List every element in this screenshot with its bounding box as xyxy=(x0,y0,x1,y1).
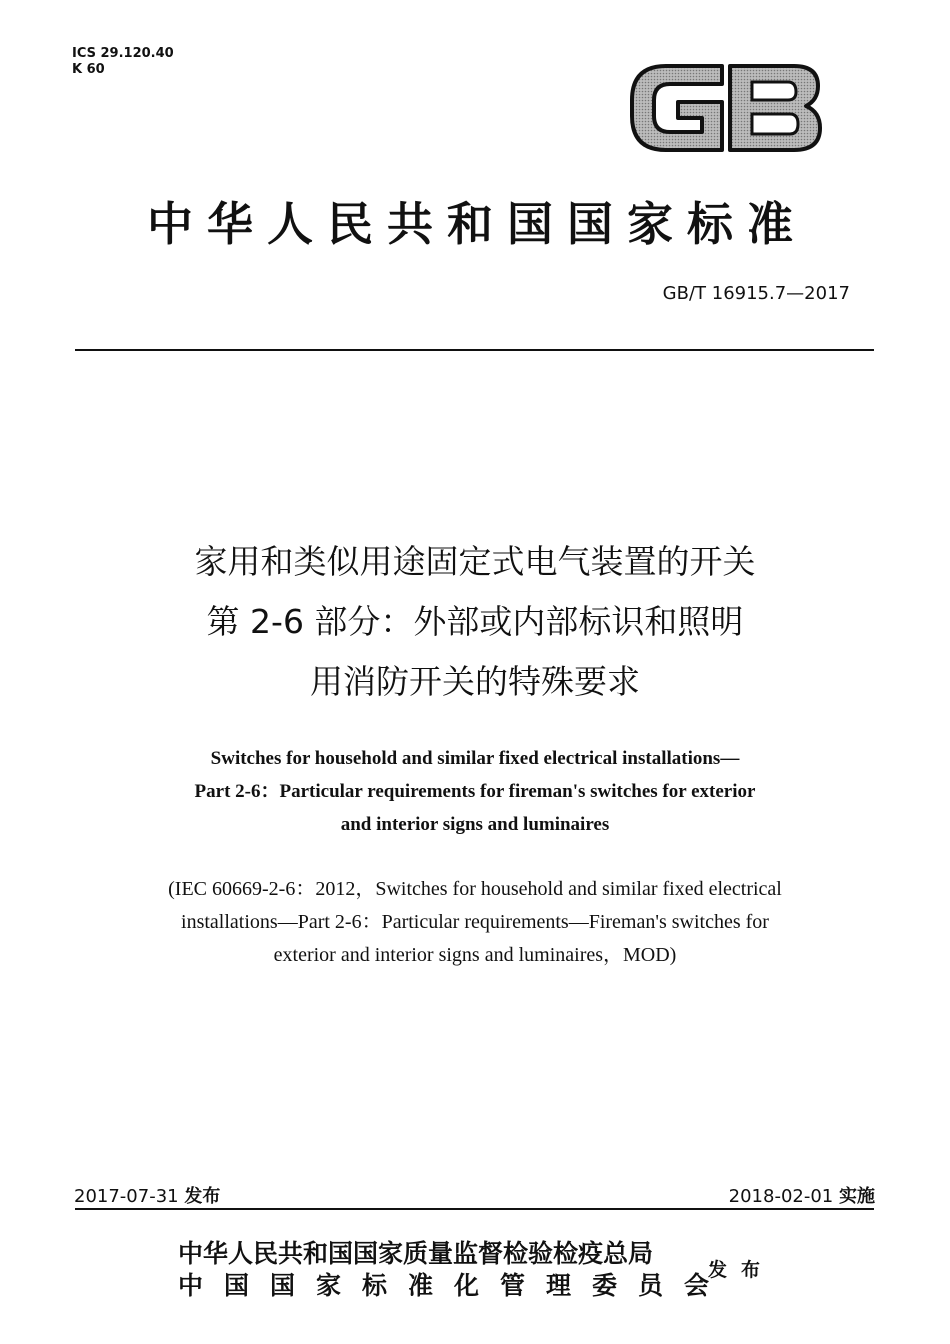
iec-reference xyxy=(60,873,890,972)
implementation-date-value: 2018-02-01 xyxy=(728,1186,834,1207)
chinese-title-line-1: 家用和类似用途固定式电气装置的开关 xyxy=(194,542,756,581)
implementation-date-label: 实施 xyxy=(839,1186,875,1207)
publish-label: 发布 xyxy=(708,1259,775,1281)
english-title-line-1: Switches for household and similar fixed electrical installations— xyxy=(210,748,740,769)
issue-date-label: 发布 xyxy=(184,1186,221,1207)
issuing-organizations xyxy=(178,1238,730,1302)
iec-reference-line-3: exterior and interior signs and luminaires，MOD) xyxy=(273,944,677,966)
gb-logo xyxy=(626,60,824,154)
english-title-line-3: and interior signs and luminaires xyxy=(340,814,610,835)
classification-codes xyxy=(72,46,174,78)
national-standard-heading: 中华人民共和国国家标准 xyxy=(147,199,807,250)
ics-code: ICS 29.120.40 xyxy=(72,46,174,61)
header-divider xyxy=(75,349,874,351)
implementation-date xyxy=(729,1182,875,1208)
iec-reference-line-1: (IEC 60669-2-6：2012，Switches for household and similar fixed electrical xyxy=(168,878,782,900)
footer-divider xyxy=(75,1208,874,1210)
chinese-title-line-2: 第 2-6 部分：外部或内部标识和照明 xyxy=(206,602,744,641)
issuer-sac: 中国国家标准化管理委员会 xyxy=(178,1271,731,1300)
issue-date-value: 2017-07-31 xyxy=(74,1186,179,1207)
ccs-code: K 60 xyxy=(72,62,105,77)
issue-date xyxy=(74,1182,220,1208)
english-title xyxy=(60,742,890,841)
english-title-line-2: Part 2-6：Particular requirements for fireman's switches for exterior xyxy=(194,781,756,802)
issuer-aqsiq: 中华人民共和国国家质量监督检验检疫总局 xyxy=(178,1239,654,1268)
chinese-title xyxy=(40,532,910,712)
chinese-title-line-3: 用消防开关的特殊要求 xyxy=(310,662,640,701)
standard-number: GB/T 16915.7—2017 xyxy=(662,283,850,304)
iec-reference-line-2: installations—Part 2-6：Particular requirements—Fireman's switches for xyxy=(181,911,769,933)
